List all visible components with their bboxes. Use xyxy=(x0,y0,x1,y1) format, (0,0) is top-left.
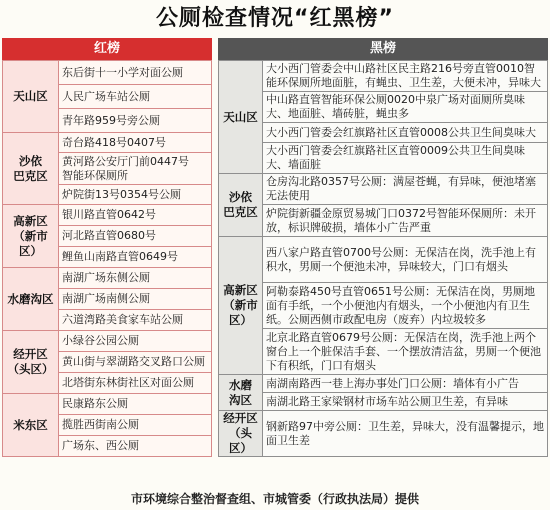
red-list-row xyxy=(3,205,212,226)
black-list-entry: 南湖南路西一巷上海办事处门口公厕：墙体有小广告 xyxy=(263,375,548,393)
black-list-entry: 中山路直管智能环保公厕0020中泉广场对面厕所臭味大、地面脏、墙砖脏，蝇虫多 xyxy=(263,92,548,123)
red-list-entry: 民康路东公厕 xyxy=(59,394,212,415)
red-list-district: 经开区 （头区） xyxy=(3,331,59,394)
black-list-row xyxy=(219,283,548,329)
red-list-header: 红榜 xyxy=(2,38,212,60)
red-list-column xyxy=(2,38,212,457)
red-list-row xyxy=(3,61,212,85)
red-list-entry: 鲤鱼山南路直管0649号 xyxy=(59,247,212,268)
red-list-entry: 东后街十一小学对面公厕 xyxy=(59,61,212,85)
page-title: 公厕检查情况“红黑榜” xyxy=(156,6,394,31)
red-list-district: 沙依 巴克区 xyxy=(3,133,59,205)
black-list-row xyxy=(219,411,548,457)
black-list-district: 沙依 巴克区 xyxy=(219,174,263,237)
black-list-column xyxy=(218,38,548,457)
red-list-row xyxy=(3,394,212,415)
black-list-entry: 南湖北路王家梁钢材市场车站公厕卫生差，有异味 xyxy=(263,393,548,411)
black-list-row xyxy=(219,393,548,411)
black-list-row xyxy=(219,123,548,143)
red-list-entry: 黄山街与翠湖路交叉路口公厕 xyxy=(59,352,212,373)
red-list-district: 米东区 xyxy=(3,394,59,457)
red-list-row xyxy=(3,268,212,289)
red-list-row xyxy=(3,133,212,153)
black-list-entry: 阿勒泰路450号直管0651号公厕：无保洁在岗，男厕地面有手纸，一个小便池内有烟头，一个小便池内有卫生纸。公厕西侧市政配电房（废弃）内垃圾较多 xyxy=(263,283,548,329)
black-list-entry: 大小西门管委会中山路社区民主路216号旁直管0010智能环保厕所地面脏，有蝇虫、卫生差，大便未冲，异味大 xyxy=(263,61,548,92)
black-list-entry: 北京北路直管0679号公厕：无保洁在岗，洗手池上两个窗台上一个脏保洁手套、一个摆放清洁盆，男厕一个便池下有积纸，门口有烟头 xyxy=(263,329,548,375)
red-list-entry: 奇台路418号0407号 xyxy=(59,133,212,153)
black-list-entry: 炉院街新疆金原贸易城门口0372号智能环保厕所：未开放，标识牌破损，墙体小广告严重 xyxy=(263,205,548,237)
black-list-entry: 西八家户路直管0700号公厕：无保洁在岗，洗手池上有积水，男厕一个便池未冲，异味较大，门口有烟头 xyxy=(263,237,548,283)
red-list-entry: 南湖广场南侧公厕 xyxy=(59,289,212,310)
black-list-entry: 仓房沟北路0357号公厕：满屋苍蝇，有异味，便池堵塞无法使用 xyxy=(263,174,548,205)
source-credit: 市环境综合整治督查组、市城管委（行政执法局）提供 xyxy=(130,492,419,506)
black-list-entry: 钢新路97中旁公厕：卫生差，异味大，没有温馨提示，地面卫生差 xyxy=(263,411,548,457)
red-list-entry: 小绿谷公园公厕 xyxy=(59,331,212,352)
red-list-entry: 黄河路公安厅门前0447号 智能环保厕所 xyxy=(59,153,212,185)
black-list-district: 水磨 沟区 xyxy=(219,375,263,411)
red-list-entry: 北塔街东林街社区对面公厕 xyxy=(59,373,212,394)
red-list-district: 天山区 xyxy=(3,61,59,133)
red-list-entry: 炉院街13号0354号公厕 xyxy=(59,185,212,205)
black-list-row xyxy=(219,205,548,237)
black-list-header: 黑榜 xyxy=(218,38,548,60)
red-list-row xyxy=(3,331,212,352)
black-list-row xyxy=(219,143,548,174)
black-list-row xyxy=(219,237,548,283)
black-list-row xyxy=(219,92,548,123)
black-list-entry: 大小西门管委会红旗路社区直管0008公共卫生间臭味大 xyxy=(263,123,548,143)
red-list-entry: 广场东、西公厕 xyxy=(59,436,212,457)
black-list-table xyxy=(218,60,548,457)
black-list-row xyxy=(219,375,548,393)
red-list-table xyxy=(2,60,212,457)
red-list-entry: 青年路959号旁公厕 xyxy=(59,109,212,133)
black-list-district: 经开区 （头区） xyxy=(219,411,263,457)
red-list-entry: 揽胜西街南公厕 xyxy=(59,415,212,436)
black-list-district: 高新区 （新市区） xyxy=(219,237,263,375)
red-list-entry: 南湖广场东侧公厕 xyxy=(59,268,212,289)
black-list-entry: 大小西门管委会红旗路社区直管0009公共卫生间臭味大、墙面脏 xyxy=(263,143,548,174)
black-list-row xyxy=(219,329,548,375)
red-list-entry: 人民广场车站公厕 xyxy=(59,85,212,109)
black-list-district: 天山区 xyxy=(219,61,263,174)
red-list-district: 高新区 （新市区） xyxy=(3,205,59,268)
black-list-row xyxy=(219,174,548,205)
red-list-entry: 六道湾路美食家车站公厕 xyxy=(59,310,212,331)
red-list-district: 水磨沟区 xyxy=(3,268,59,331)
black-list-row xyxy=(219,61,548,92)
red-list-entry: 银川路直管0642号 xyxy=(59,205,212,226)
red-list-entry: 河北路直管0680号 xyxy=(59,226,212,247)
